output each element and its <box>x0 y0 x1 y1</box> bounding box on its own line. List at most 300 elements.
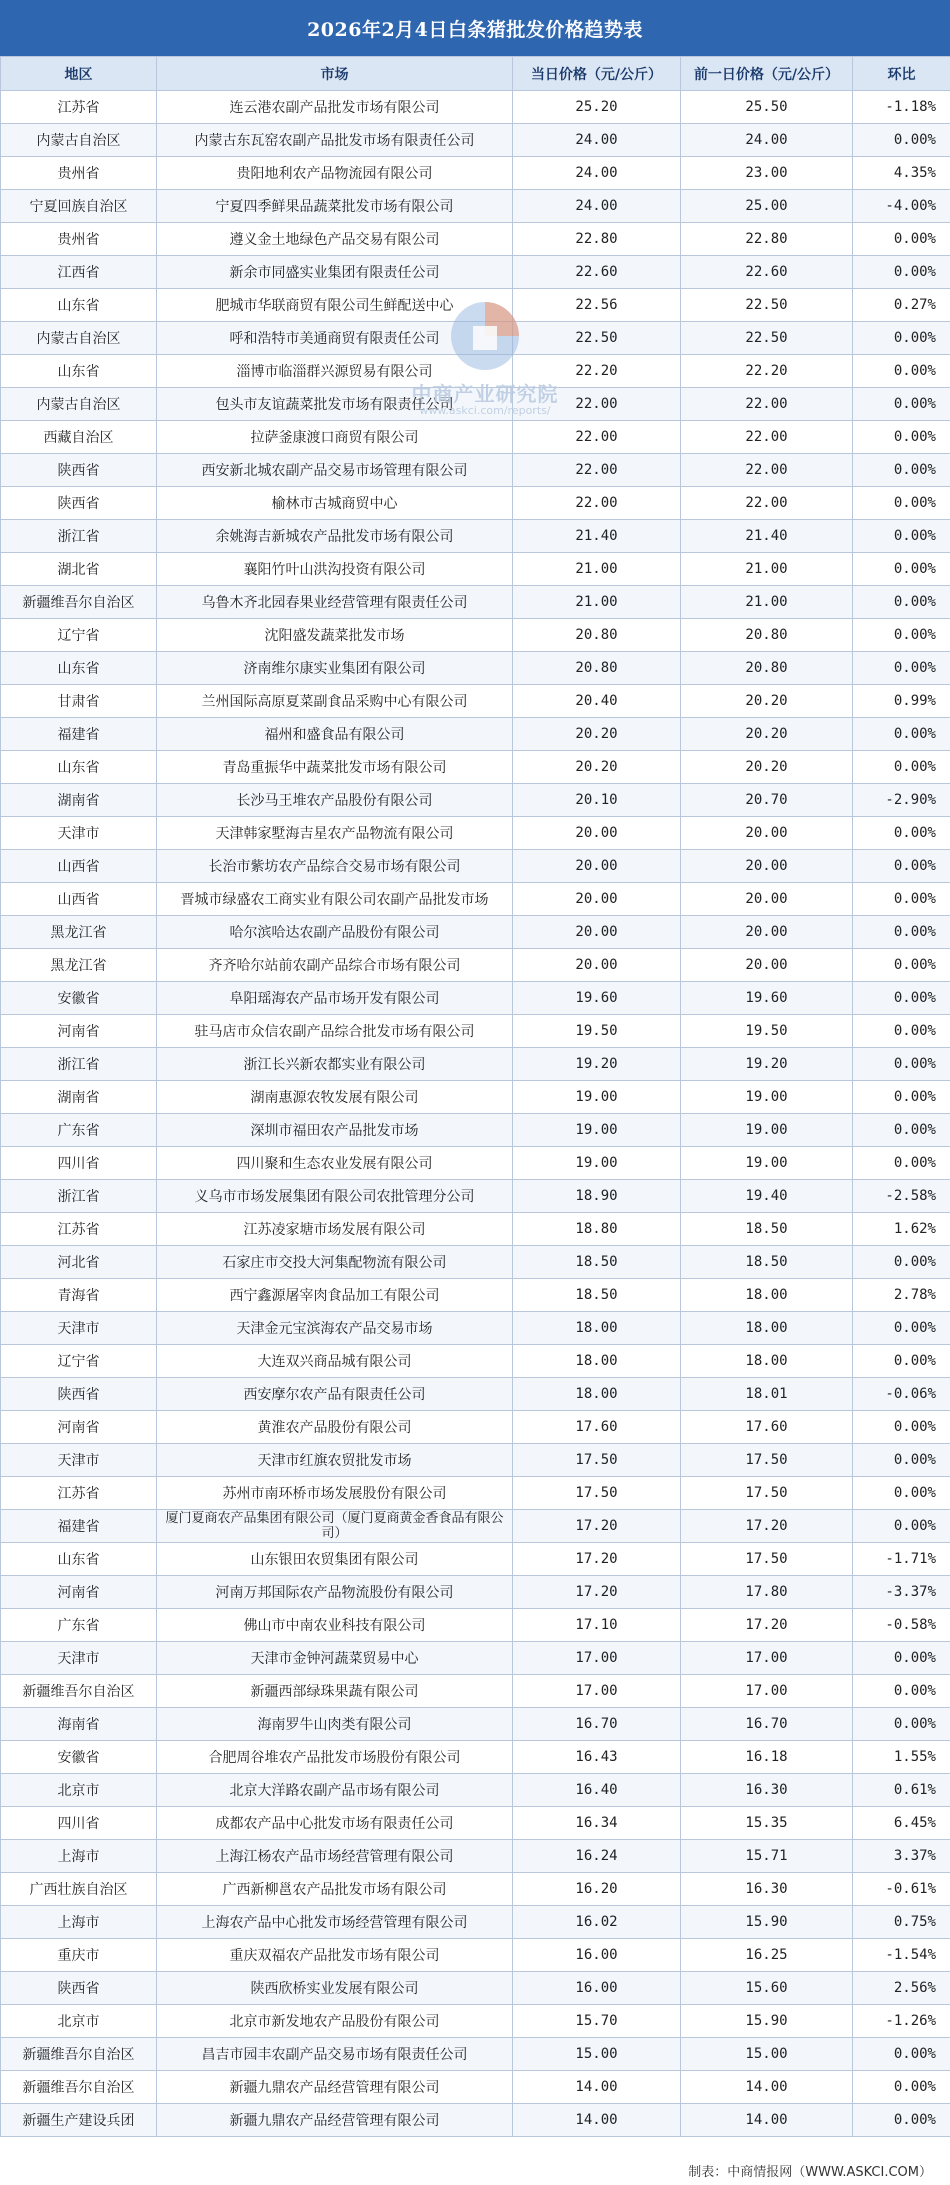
cell-market: 海南罗牛山肉类有限公司 <box>157 1708 513 1741</box>
cell-market: 广西新柳邕农产品批发市场有限公司 <box>157 1873 513 1906</box>
cell-market: 浙江长兴新农都实业有限公司 <box>157 1048 513 1081</box>
cell-prev-price: 20.20 <box>681 751 853 784</box>
cell-market: 佛山市中南农业科技有限公司 <box>157 1609 513 1642</box>
cell-market: 黄淮农产品股份有限公司 <box>157 1411 513 1444</box>
cell-change: 0.00% <box>853 949 950 982</box>
cell-prev-price: 20.70 <box>681 784 853 817</box>
cell-today-price: 21.00 <box>513 553 681 586</box>
cell-change: -2.90% <box>853 784 950 817</box>
cell-market: 呼和浩特市美通商贸有限责任公司 <box>157 322 513 355</box>
table-row <box>1 256 950 289</box>
cell-change: 0.00% <box>853 817 950 850</box>
cell-prev-price: 22.00 <box>681 421 853 454</box>
table-row <box>1 454 950 487</box>
cell-region: 江苏省 <box>1 1477 157 1510</box>
cell-today-price: 22.60 <box>513 256 681 289</box>
cell-change: 6.45% <box>853 1807 950 1840</box>
cell-change: -0.06% <box>853 1378 950 1411</box>
cell-prev-price: 19.60 <box>681 982 853 1015</box>
cell-market: 沈阳盛发蔬菜批发市场 <box>157 619 513 652</box>
cell-today-price: 17.60 <box>513 1411 681 1444</box>
table-row <box>1 553 950 586</box>
cell-region: 北京市 <box>1 2005 157 2038</box>
cell-market: 深圳市福田农产品批发市场 <box>157 1114 513 1147</box>
cell-market: 福州和盛食品有限公司 <box>157 718 513 751</box>
cell-market: 连云港农副产品批发市场有限公司 <box>157 91 513 124</box>
cell-prev-price: 15.35 <box>681 1807 853 1840</box>
cell-prev-price: 16.25 <box>681 1939 853 1972</box>
cell-region: 内蒙古自治区 <box>1 388 157 421</box>
cell-market: 哈尔滨哈达农副产品股份有限公司 <box>157 916 513 949</box>
cell-today-price: 16.43 <box>513 1741 681 1774</box>
cell-change: 0.00% <box>853 1312 950 1345</box>
cell-market: 包头市友谊蔬菜批发市场有限责任公司 <box>157 388 513 421</box>
cell-market: 阜阳瑶海农产品市场开发有限公司 <box>157 982 513 1015</box>
table-row <box>1 190 950 223</box>
cell-market: 天津市金钟河蔬菜贸易中心 <box>157 1642 513 1675</box>
table-row <box>1 817 950 850</box>
cell-region: 湖南省 <box>1 784 157 817</box>
table-row <box>1 421 950 454</box>
cell-prev-price: 16.30 <box>681 1774 853 1807</box>
cell-change: 0.00% <box>853 1081 950 1114</box>
header-change: 环比 <box>853 57 950 91</box>
cell-market: 兰州国际高原夏菜副食品采购中心有限公司 <box>157 685 513 718</box>
cell-prev-price: 20.00 <box>681 949 853 982</box>
table-row <box>1 1213 950 1246</box>
cell-region: 山东省 <box>1 1543 157 1576</box>
cell-change: 0.75% <box>853 1906 950 1939</box>
cell-market: 宁夏四季鲜果品蔬菜批发市场有限公司 <box>157 190 513 223</box>
cell-today-price: 20.20 <box>513 751 681 784</box>
cell-market: 新疆九鼎农产品经营管理有限公司 <box>157 2071 513 2104</box>
cell-prev-price: 15.90 <box>681 2005 853 2038</box>
table-row <box>1 1279 950 1312</box>
cell-today-price: 22.20 <box>513 355 681 388</box>
cell-today-price: 19.00 <box>513 1081 681 1114</box>
cell-region: 山西省 <box>1 883 157 916</box>
cell-change: 0.00% <box>853 1510 950 1543</box>
cell-today-price: 17.00 <box>513 1675 681 1708</box>
footer <box>0 2155 950 2185</box>
cell-today-price: 22.00 <box>513 487 681 520</box>
cell-region: 重庆市 <box>1 1939 157 1972</box>
cell-region: 山东省 <box>1 652 157 685</box>
cell-change: -0.61% <box>853 1873 950 1906</box>
cell-today-price: 18.90 <box>513 1180 681 1213</box>
cell-change: -2.58% <box>853 1180 950 1213</box>
cell-region: 河北省 <box>1 1246 157 1279</box>
table-row <box>1 388 950 421</box>
cell-prev-price: 22.60 <box>681 256 853 289</box>
cell-today-price: 20.00 <box>513 850 681 883</box>
cell-region: 河南省 <box>1 1411 157 1444</box>
table-row <box>1 949 950 982</box>
table-row <box>1 751 950 784</box>
cell-prev-price: 22.50 <box>681 322 853 355</box>
cell-today-price: 17.50 <box>513 1477 681 1510</box>
cell-prev-price: 25.00 <box>681 190 853 223</box>
cell-prev-price: 17.00 <box>681 1642 853 1675</box>
cell-today-price: 18.00 <box>513 1312 681 1345</box>
table-row <box>1 1378 950 1411</box>
cell-change: 0.00% <box>853 1411 950 1444</box>
cell-region: 内蒙古自治区 <box>1 124 157 157</box>
table-row <box>1 1147 950 1180</box>
table-row <box>1 2038 950 2071</box>
table-row <box>1 1114 950 1147</box>
cell-today-price: 15.70 <box>513 2005 681 2038</box>
cell-market: 河南万邦国际农产品物流股份有限公司 <box>157 1576 513 1609</box>
cell-market: 上海农产品中心批发市场经营管理有限公司 <box>157 1906 513 1939</box>
cell-change: 0.00% <box>853 487 950 520</box>
cell-change: 0.00% <box>853 1114 950 1147</box>
cell-today-price: 24.00 <box>513 157 681 190</box>
cell-region: 天津市 <box>1 817 157 850</box>
cell-change: 0.00% <box>853 1477 950 1510</box>
cell-market: 苏州市南环桥市场发展股份有限公司 <box>157 1477 513 1510</box>
cell-today-price: 16.00 <box>513 1972 681 2005</box>
cell-market: 西安新北城农副产品交易市场管理有限公司 <box>157 454 513 487</box>
cell-change: 0.00% <box>853 1345 950 1378</box>
table-row <box>1 586 950 619</box>
cell-market: 陕西欣桥实业发展有限公司 <box>157 1972 513 2005</box>
table-row <box>1 2071 950 2104</box>
table-header <box>1 57 950 91</box>
cell-prev-price: 17.00 <box>681 1675 853 1708</box>
cell-prev-price: 15.00 <box>681 2038 853 2071</box>
cell-prev-price: 20.00 <box>681 883 853 916</box>
cell-today-price: 18.80 <box>513 1213 681 1246</box>
table-row <box>1 1543 950 1576</box>
cell-market: 江苏凌家塘市场发展有限公司 <box>157 1213 513 1246</box>
cell-today-price: 16.00 <box>513 1939 681 1972</box>
table-row <box>1 1906 950 1939</box>
cell-region: 四川省 <box>1 1147 157 1180</box>
cell-market: 天津金元宝滨海农产品交易市场 <box>157 1312 513 1345</box>
cell-market: 义乌市市场发展集团有限公司农批管理分公司 <box>157 1180 513 1213</box>
cell-today-price: 22.50 <box>513 322 681 355</box>
cell-prev-price: 20.00 <box>681 817 853 850</box>
cell-market: 天津韩家墅海吉星农产品物流有限公司 <box>157 817 513 850</box>
cell-region: 山东省 <box>1 355 157 388</box>
cell-market: 湖南惠源农牧发展有限公司 <box>157 1081 513 1114</box>
cell-market: 淄博市临淄群兴源贸易有限公司 <box>157 355 513 388</box>
cell-region: 上海市 <box>1 1840 157 1873</box>
cell-change: 0.00% <box>853 2104 950 2137</box>
cell-prev-price: 21.00 <box>681 553 853 586</box>
cell-today-price: 18.50 <box>513 1246 681 1279</box>
cell-region: 陕西省 <box>1 487 157 520</box>
table-row <box>1 1411 950 1444</box>
cell-prev-price: 15.71 <box>681 1840 853 1873</box>
table-row <box>1 223 950 256</box>
table-row <box>1 1807 950 1840</box>
footer-source: 制表：中商情报网（WWW.ASKCI.COM） <box>688 2164 932 2180</box>
cell-today-price: 19.60 <box>513 982 681 1015</box>
cell-prev-price: 18.50 <box>681 1213 853 1246</box>
cell-market: 北京市新发地农产品股份有限公司 <box>157 2005 513 2038</box>
cell-region: 黑龙江省 <box>1 916 157 949</box>
cell-region: 甘肃省 <box>1 685 157 718</box>
table-row <box>1 1774 950 1807</box>
cell-prev-price: 22.00 <box>681 487 853 520</box>
cell-today-price: 24.00 <box>513 190 681 223</box>
cell-prev-price: 20.00 <box>681 916 853 949</box>
cell-market: 成都农产品中心批发市场有限责任公司 <box>157 1807 513 1840</box>
cell-market: 晋城市绿盛农工商实业有限公司农副产品批发市场 <box>157 883 513 916</box>
cell-prev-price: 19.00 <box>681 1114 853 1147</box>
table-row <box>1 619 950 652</box>
cell-market: 肥城市华联商贸有限公司生鲜配送中心 <box>157 289 513 322</box>
table-row <box>1 1972 950 2005</box>
cell-change: 0.00% <box>853 652 950 685</box>
header-prev-price: 前一日价格（元/公斤） <box>681 57 853 91</box>
cell-market: 厦门夏商农产品集团有限公司（厦门夏商黄金香食品有限公司） <box>157 1510 513 1543</box>
cell-prev-price: 17.50 <box>681 1477 853 1510</box>
cell-region: 内蒙古自治区 <box>1 322 157 355</box>
cell-change: 0.00% <box>853 1246 950 1279</box>
cell-market: 榆林市古城商贸中心 <box>157 487 513 520</box>
cell-prev-price: 20.00 <box>681 850 853 883</box>
table-row <box>1 652 950 685</box>
cell-region: 江苏省 <box>1 1213 157 1246</box>
cell-prev-price: 19.20 <box>681 1048 853 1081</box>
cell-region: 宁夏回族自治区 <box>1 190 157 223</box>
cell-prev-price: 17.20 <box>681 1510 853 1543</box>
cell-region: 福建省 <box>1 1510 157 1543</box>
cell-region: 河南省 <box>1 1576 157 1609</box>
cell-market: 齐齐哈尔站前农副产品综合市场有限公司 <box>157 949 513 982</box>
table-row <box>1 124 950 157</box>
table-row <box>1 1510 950 1543</box>
cell-prev-price: 17.20 <box>681 1609 853 1642</box>
cell-prev-price: 18.00 <box>681 1279 853 1312</box>
cell-market: 上海江杨农产品市场经营管理有限公司 <box>157 1840 513 1873</box>
table-row <box>1 2005 950 2038</box>
cell-market: 新余市同盛实业集团有限责任公司 <box>157 256 513 289</box>
table-row <box>1 1675 950 1708</box>
cell-prev-price: 24.00 <box>681 124 853 157</box>
cell-prev-price: 23.00 <box>681 157 853 190</box>
cell-market: 合肥周谷堆农产品批发市场股份有限公司 <box>157 1741 513 1774</box>
cell-today-price: 20.00 <box>513 916 681 949</box>
cell-change: 0.00% <box>853 553 950 586</box>
cell-market: 西安摩尔农产品有限责任公司 <box>157 1378 513 1411</box>
table-row <box>1 1180 950 1213</box>
cell-region: 黑龙江省 <box>1 949 157 982</box>
cell-today-price: 17.00 <box>513 1642 681 1675</box>
cell-region: 四川省 <box>1 1807 157 1840</box>
cell-today-price: 19.00 <box>513 1147 681 1180</box>
cell-prev-price: 17.60 <box>681 1411 853 1444</box>
cell-change: 0.00% <box>853 850 950 883</box>
cell-change: 0.00% <box>853 883 950 916</box>
cell-region: 河南省 <box>1 1015 157 1048</box>
watermark-name: 中商产业研究院 <box>411 382 559 406</box>
cell-prev-price: 18.00 <box>681 1312 853 1345</box>
cell-prev-price: 16.30 <box>681 1873 853 1906</box>
table-row <box>1 1246 950 1279</box>
table-row <box>1 1939 950 1972</box>
cell-change: 0.00% <box>853 454 950 487</box>
table-row <box>1 784 950 817</box>
table-row <box>1 487 950 520</box>
cell-region: 山西省 <box>1 850 157 883</box>
cell-prev-price: 14.00 <box>681 2104 853 2137</box>
cell-today-price: 20.80 <box>513 619 681 652</box>
cell-change: -1.26% <box>853 2005 950 2038</box>
cell-region: 天津市 <box>1 1642 157 1675</box>
cell-region: 浙江省 <box>1 1180 157 1213</box>
cell-market: 青岛重振华中蔬菜批发市场有限公司 <box>157 751 513 784</box>
cell-region: 江苏省 <box>1 91 157 124</box>
cell-today-price: 16.02 <box>513 1906 681 1939</box>
cell-market: 长沙马王堆农产品股份有限公司 <box>157 784 513 817</box>
cell-region: 西藏自治区 <box>1 421 157 454</box>
cell-prev-price: 19.00 <box>681 1147 853 1180</box>
cell-today-price: 20.20 <box>513 718 681 751</box>
cell-today-price: 16.20 <box>513 1873 681 1906</box>
cell-today-price: 15.00 <box>513 2038 681 2071</box>
cell-change: 0.00% <box>853 256 950 289</box>
cell-prev-price: 17.50 <box>681 1444 853 1477</box>
cell-region: 海南省 <box>1 1708 157 1741</box>
table-row <box>1 883 950 916</box>
table-row <box>1 685 950 718</box>
cell-region: 上海市 <box>1 1906 157 1939</box>
cell-change: 0.00% <box>853 1048 950 1081</box>
cell-change: 0.00% <box>853 223 950 256</box>
cell-today-price: 20.00 <box>513 949 681 982</box>
table-row <box>1 1642 950 1675</box>
cell-region: 广西壮族自治区 <box>1 1873 157 1906</box>
table-row <box>1 916 950 949</box>
cell-region: 安徽省 <box>1 1741 157 1774</box>
watermark-url: www.askci.com/reports/ <box>419 404 551 417</box>
cell-prev-price: 15.90 <box>681 1906 853 1939</box>
cell-market: 西宁鑫源屠宰肉食品加工有限公司 <box>157 1279 513 1312</box>
cell-prev-price: 20.20 <box>681 685 853 718</box>
cell-region: 新疆维吾尔自治区 <box>1 2071 157 2104</box>
cell-today-price: 17.50 <box>513 1444 681 1477</box>
cell-change: -1.18% <box>853 91 950 124</box>
cell-change: 0.00% <box>853 2038 950 2071</box>
cell-prev-price: 14.00 <box>681 2071 853 2104</box>
cell-region: 辽宁省 <box>1 1345 157 1378</box>
cell-today-price: 19.20 <box>513 1048 681 1081</box>
cell-region: 贵州省 <box>1 223 157 256</box>
cell-today-price: 22.00 <box>513 421 681 454</box>
cell-today-price: 20.00 <box>513 883 681 916</box>
table-row <box>1 1048 950 1081</box>
cell-region: 江西省 <box>1 256 157 289</box>
cell-change: -1.54% <box>853 1939 950 1972</box>
table-row <box>1 157 950 190</box>
cell-market: 济南维尔康实业集团有限公司 <box>157 652 513 685</box>
header-region: 地区 <box>1 57 157 91</box>
cell-change: 0.00% <box>853 421 950 454</box>
cell-region: 天津市 <box>1 1312 157 1345</box>
cell-today-price: 21.40 <box>513 520 681 553</box>
cell-change: 1.55% <box>853 1741 950 1774</box>
cell-today-price: 14.00 <box>513 2071 681 2104</box>
cell-change: 2.56% <box>853 1972 950 2005</box>
cell-prev-price: 18.50 <box>681 1246 853 1279</box>
cell-prev-price: 20.80 <box>681 619 853 652</box>
cell-change: 0.00% <box>853 2071 950 2104</box>
cell-today-price: 22.56 <box>513 289 681 322</box>
cell-region: 天津市 <box>1 1444 157 1477</box>
cell-today-price: 22.00 <box>513 454 681 487</box>
cell-today-price: 17.10 <box>513 1609 681 1642</box>
cell-market: 内蒙古东瓦窑农副产品批发市场有限责任公司 <box>157 124 513 157</box>
cell-region: 浙江省 <box>1 1048 157 1081</box>
cell-today-price: 20.00 <box>513 817 681 850</box>
table-row <box>1 91 950 124</box>
cell-prev-price: 21.40 <box>681 520 853 553</box>
cell-today-price: 19.50 <box>513 1015 681 1048</box>
cell-change: 3.37% <box>853 1840 950 1873</box>
cell-region: 陕西省 <box>1 1972 157 2005</box>
cell-change: 0.00% <box>853 751 950 784</box>
cell-change: 0.27% <box>853 289 950 322</box>
cell-today-price: 18.50 <box>513 1279 681 1312</box>
cell-prev-price: 20.80 <box>681 652 853 685</box>
cell-change: -4.00% <box>853 190 950 223</box>
cell-prev-price: 19.00 <box>681 1081 853 1114</box>
cell-prev-price: 22.00 <box>681 454 853 487</box>
table-title: 2026年2月4日白条猪批发价格趋势表 <box>0 0 950 56</box>
cell-prev-price: 17.80 <box>681 1576 853 1609</box>
cell-change: 0.00% <box>853 1444 950 1477</box>
cell-prev-price: 22.50 <box>681 289 853 322</box>
cell-region: 广东省 <box>1 1609 157 1642</box>
cell-prev-price: 17.50 <box>681 1543 853 1576</box>
table-row <box>1 1477 950 1510</box>
cell-market: 四川聚和生态农业发展有限公司 <box>157 1147 513 1180</box>
cell-region: 新疆维吾尔自治区 <box>1 2038 157 2071</box>
table-row <box>1 1081 950 1114</box>
cell-change: 0.99% <box>853 685 950 718</box>
cell-change: 1.62% <box>853 1213 950 1246</box>
table-body <box>1 91 950 2137</box>
table-row <box>1 520 950 553</box>
cell-today-price: 24.00 <box>513 124 681 157</box>
cell-change: 0.00% <box>853 1147 950 1180</box>
table-row <box>1 322 950 355</box>
table-row <box>1 1708 950 1741</box>
cell-change: -3.37% <box>853 1576 950 1609</box>
cell-prev-price: 22.80 <box>681 223 853 256</box>
cell-region: 辽宁省 <box>1 619 157 652</box>
cell-market: 新疆九鼎农产品经营管理有限公司 <box>157 2104 513 2137</box>
cell-today-price: 16.40 <box>513 1774 681 1807</box>
cell-region: 安徽省 <box>1 982 157 1015</box>
cell-change: 0.00% <box>853 916 950 949</box>
header-today-price: 当日价格（元/公斤） <box>513 57 681 91</box>
cell-change: 0.61% <box>853 1774 950 1807</box>
cell-today-price: 20.80 <box>513 652 681 685</box>
table-row <box>1 289 950 322</box>
cell-prev-price: 16.18 <box>681 1741 853 1774</box>
cell-change: 0.00% <box>853 355 950 388</box>
cell-prev-price: 21.00 <box>681 586 853 619</box>
cell-market: 乌鲁木齐北园春果业经营管理有限责任公司 <box>157 586 513 619</box>
cell-prev-price: 22.00 <box>681 388 853 421</box>
cell-market: 遵义金土地绿色产品交易有限公司 <box>157 223 513 256</box>
table-row <box>1 355 950 388</box>
